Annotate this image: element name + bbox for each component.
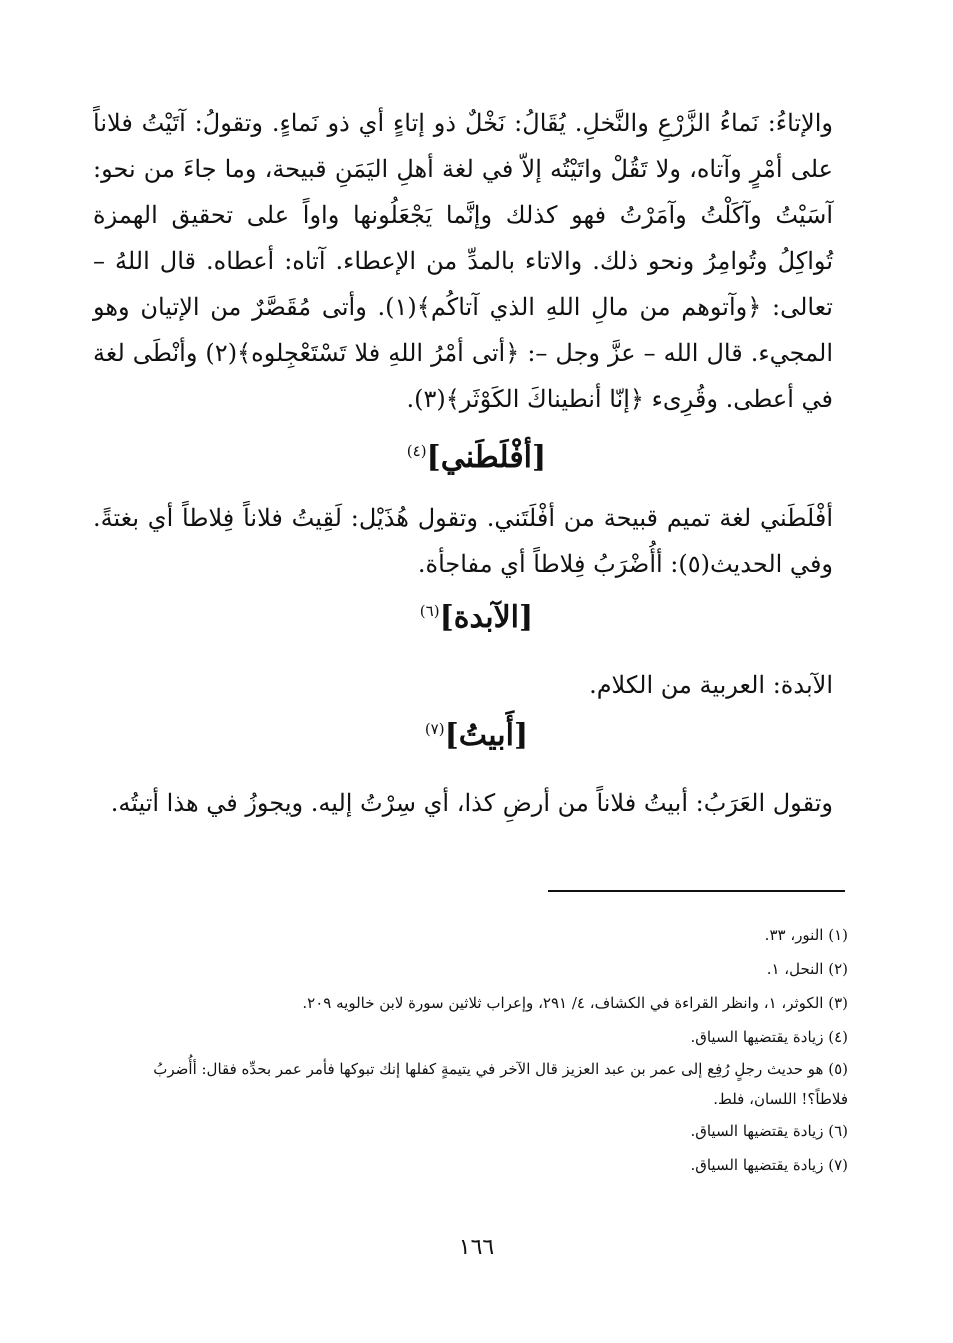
footnote-separator [548, 890, 845, 892]
footnote-item: (٤) زيادة يقتضيها السياق. [690, 1028, 848, 1046]
footnotes-list [108, 918, 848, 1182]
heading-abitu [0, 718, 953, 753]
heading-note: (٧) [424, 720, 445, 738]
footnote-item: (٦) زيادة يقتضيها السياق. [690, 1122, 848, 1140]
footnote-item: (٣) الكوثر، ١، وانظر القراءة في الكشاف، ٤/ ٢٩١، وإعراب ثلاثين سورة لابن خالويه ٢٠٩. [302, 994, 848, 1012]
footnote-item: (٧) زيادة يقتضيها السياق. [690, 1156, 848, 1174]
paragraph-itaa: والإتاءُ: نَماءُ الزَّرْعِ والنَّخلِ. يُقَالُ: نَخْلٌ ذو إتاءٍ أي ذو نَماءٍ. وتقولُ: آتَيْتُ فلاناً على أمْرٍ وآتاه، ولا تَقُلْ واتَيْتُه إلاّ في لغة أهلِ اليَمَنِ قبيحة، وما جاءَ من نحو: آسَيْتُ وآكَلْتُ وآمَرْتُ فهو كذلك وإنَّما يَجْعَلُونها واواً على تحقيق الهمزة تُواكِلُ وتُوامِرُ ونحو ذلك. والاتاء بالمدِّ من الإعطاء. آتاه: أعطاه. قال اللهُ – تعالى: ﴿وآتوهم من مالِ اللهِ الذي آتاكُم﴾(١). وأتى مُقَصَّرٌ من الإتيان وهو المجيء. قال الله – عزَّ وجل –: ﴿أتى أمْرُ اللهِ فلا تَسْتَعْجِلوه﴾(٢) وأنْطَى لغة في أعطى. وقُرِىء ﴿إنّا أنطيناكَ الكَوْثَر﴾(٣). [93, 109, 834, 413]
footnote-item: (٢) النحل، ١. [766, 960, 848, 978]
paragraph-abitu: وتقول العَرَبُ: أبيتُ فلاناً من أرضِ كذا، أي سِرْتُ إليه. ويجوزُ في هذا أتيتُه. [110, 789, 833, 817]
heading-text: [أفْلَطَني] [426, 440, 547, 475]
page-number: ١٦٦ [458, 1235, 495, 1260]
heading-text: [الآبدة] [439, 600, 534, 635]
footnote-item: (١) النور، ٣٣. [764, 926, 848, 944]
heading-note: (٤) [406, 442, 427, 460]
heading-aflatani [0, 440, 953, 475]
footnote-item: (٥) هو حديث رجلٍ رُفِع إلى عمر بن عبد العزيز قال الآخر في يتيمةٍ كفلها إنك تبوكها فأمر عمر بحدِّه فقال: أأُضربُ فلاطاً؟! اللسان، فلط. [153, 1060, 848, 1108]
heading-aabida [0, 600, 953, 635]
heading-note: (٦) [419, 602, 440, 620]
paragraph-aabida: الآبدة: العربية من الكلام. [589, 671, 833, 699]
heading-text: [أَبيتُ] [444, 718, 529, 753]
paragraph-aflatani: أفْلَطَني لغة تميم قبيحة من أفْلَتَني. وتقول هُذَيْل: لَقِيتُ فلاناً فِلاطاً أي بغتةً. وفي الحديث(٥): أأُضْرَبُ فِلاطاً أي مفاجأة. [93, 504, 833, 578]
